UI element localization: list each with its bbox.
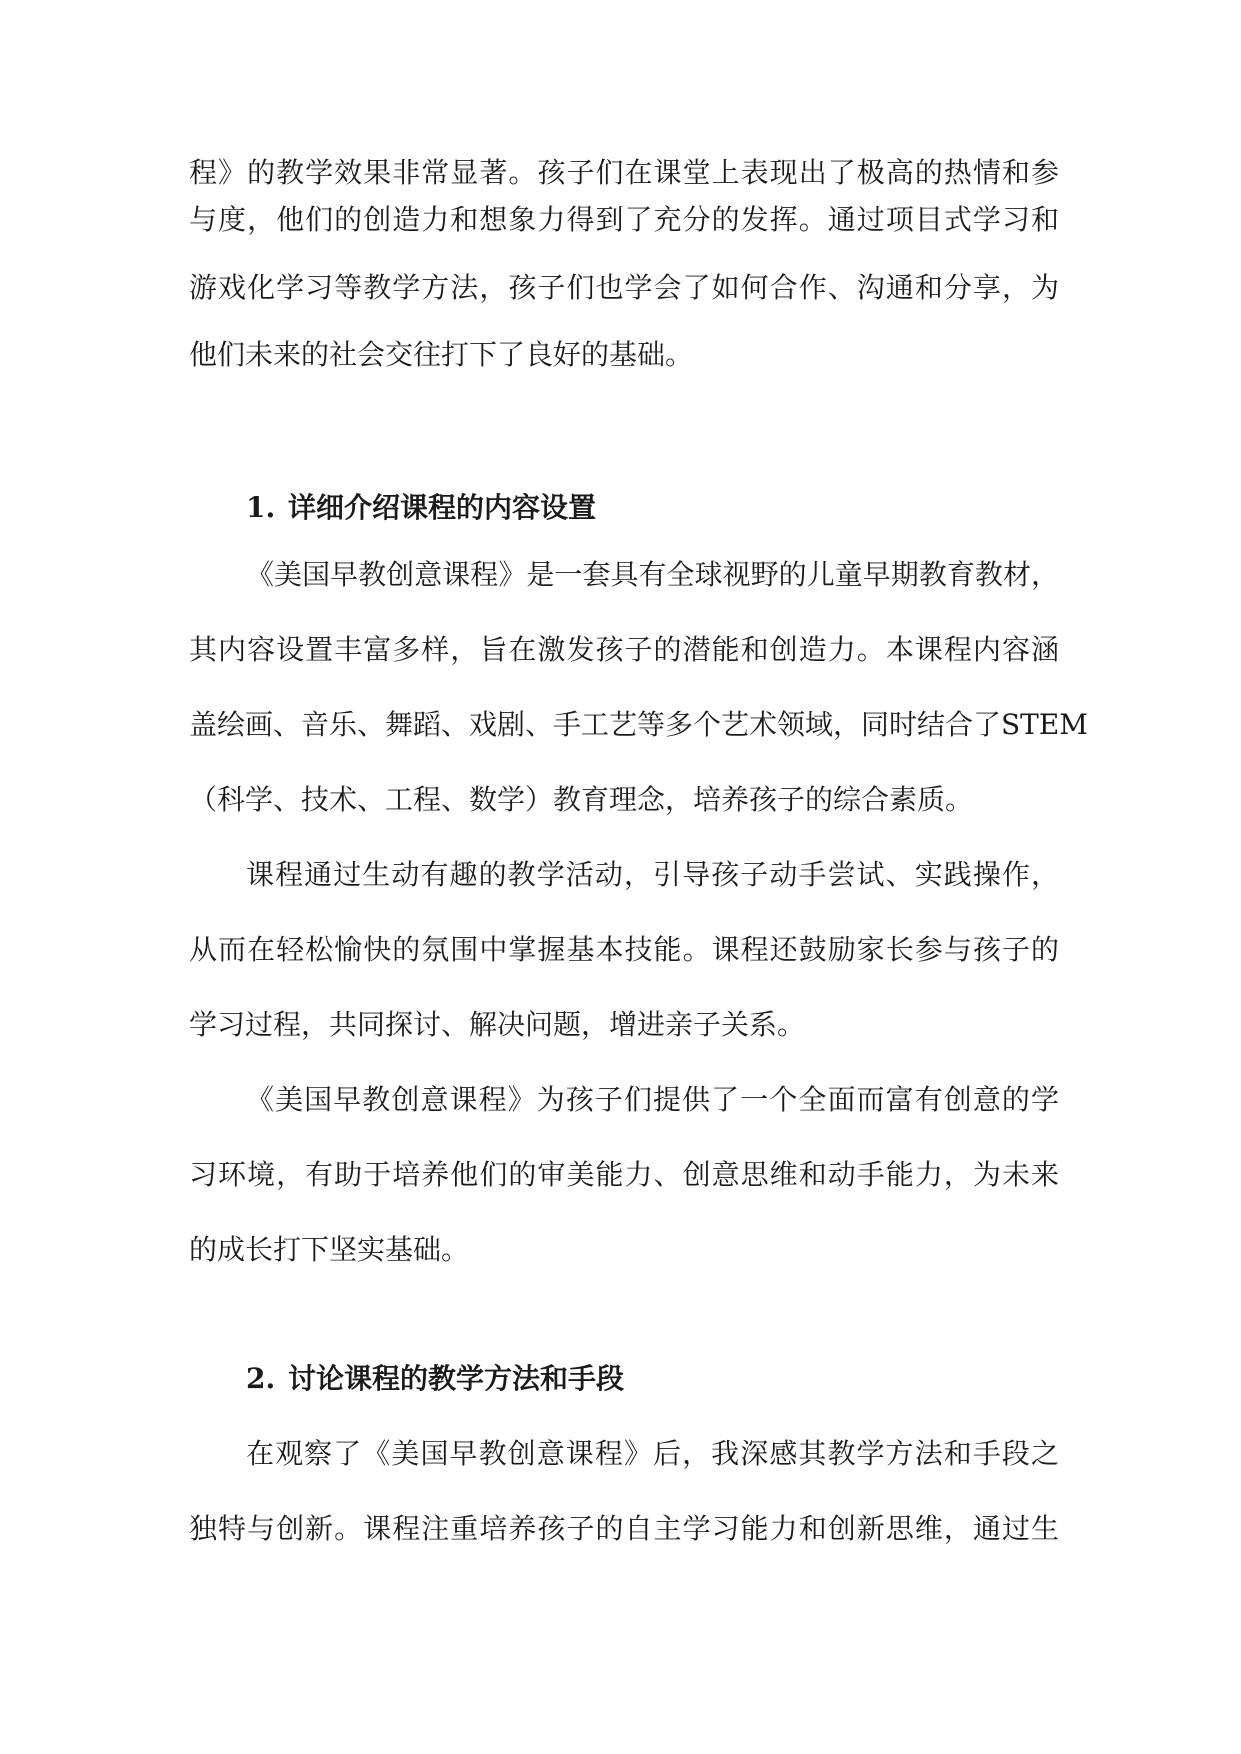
- section-2-title: 讨论课程的教学方法和手段: [288, 1362, 625, 1395]
- s1-p1-line-4: （科学、技术、工程、数学）教育理念，培养孩子的综合素质。: [189, 783, 974, 816]
- section-2-heading: [246, 1359, 624, 1399]
- s1-p3-line-1: 《美国早教创意课程》为孩子们提供了一个全面而富有创意的学: [246, 1083, 1059, 1116]
- section-2-number: 2.: [246, 1362, 276, 1395]
- intro-line-3: 游戏化学习等教学方法，孩子们也学会了如何合作、沟通和分享，为: [189, 271, 1059, 304]
- s1-p3-line-3: 的成长打下坚实基础。: [189, 1233, 470, 1266]
- intro-line-4: 他们未来的社会交往打下了良好的基础。: [189, 338, 694, 371]
- intro-line-2: 与度，他们的创造力和想象力得到了充分的发挥。通过项目式学习和: [189, 203, 1059, 236]
- section-1-number: 1.: [246, 491, 276, 524]
- s2-p1-line-1: 在观察了《美国早教创意课程》后，我深感其教学方法和手段之: [246, 1437, 1059, 1470]
- s1-p1-line-2: 其内容设置丰富多样，旨在激发孩子的潜能和创造力。本课程内容涵: [189, 633, 1059, 666]
- section-1-heading: [246, 488, 596, 528]
- s1-p2-line-2: 从而在轻松愉快的氛围中掌握基本技能。课程还鼓励家长参与孩子的: [189, 933, 1059, 966]
- s2-p1-line-2: 独特与创新。课程注重培养孩子的自主学习能力和创新思维，通过生: [189, 1512, 1059, 1545]
- section-1-title: 详细介绍课程的内容设置: [288, 491, 597, 524]
- s1-p2-line-3: 学习过程，共同探讨、解决问题，增进亲子关系。: [189, 1008, 806, 1041]
- intro-line-1: 程》的教学效果非常显著。孩子们在课堂上表现出了极高的热情和参: [189, 156, 1059, 189]
- s1-p2-line-1: 课程通过生动有趣的教学活动，引导孩子动手尝试、实践操作，: [246, 858, 1059, 891]
- s1-p3-line-2: 习环境，有助于培养他们的审美能力、创意思维和动手能力，为未来: [189, 1158, 1059, 1191]
- s1-p1-line-1: 《美国早教创意课程》是一套具有全球视野的儿童早期教育教材，: [246, 558, 1059, 591]
- s1-p1-line-3: 盖绘画、音乐、舞蹈、戏剧、手工艺等多个艺术领域，同时结合了STEM: [189, 708, 1088, 741]
